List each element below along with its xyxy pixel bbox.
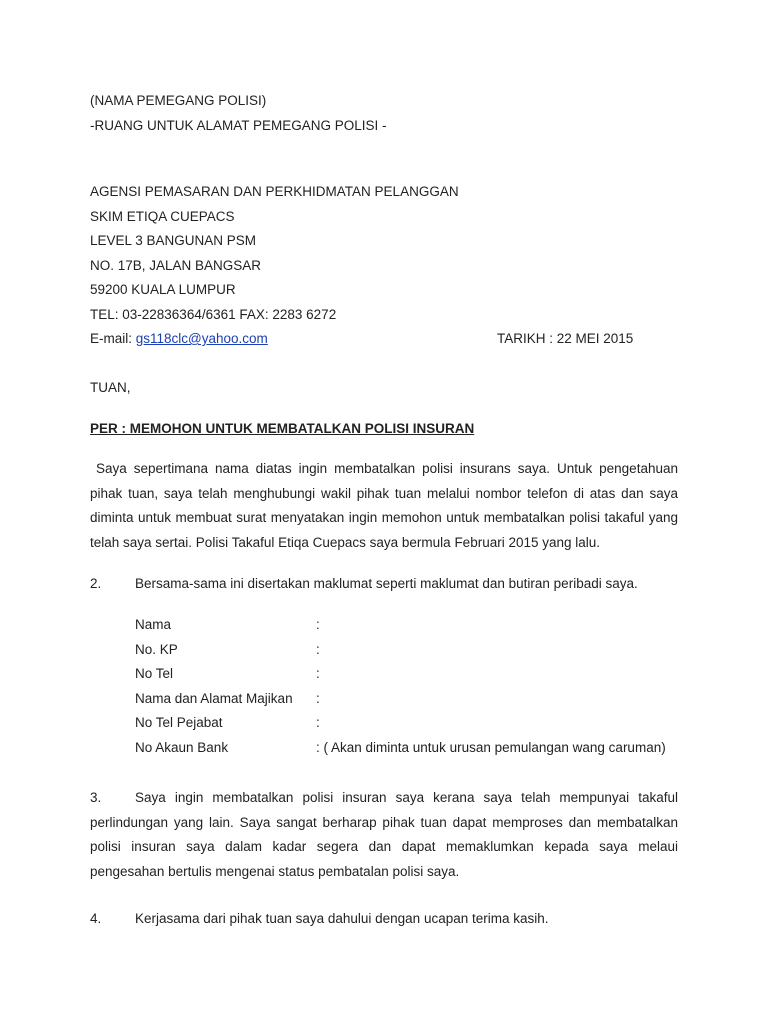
item-2-number: 2. [90,576,102,591]
field-label: No. KP [135,642,178,657]
letter-date: TARIKH : 22 MEI 2015 [497,331,634,346]
recipient-line-4: NO. 17B, JALAN BANGSAR [90,258,262,273]
field-value: : [316,642,320,657]
item-2-text: Bersama-sama ini disertakan maklumat seperti maklumat dan butiran peribadi saya. [135,576,638,591]
item-4-number: 4. [90,911,102,926]
field-row-akaun-bank [135,739,666,757]
item-2 [90,572,680,597]
paragraph-1: Saya sepertimana nama diatas ingin membatalkan polisi insurans saya. Untuk pengetahuan pihak tuan, saya telah menghubungi wakil pihak tuan melalui nombor telefon di atas dan saya diminta untuk membuat surat menyatakan ingin memohon untuk membatalkan polisi takaful yang telah saya sertai. Polisi Takaful Etiqa Cuepacs saya bermula Februari 2015 yang lalu. [90,461,678,550]
field-value: : [316,666,320,681]
field-row-majikan [135,690,320,708]
field-row-nama [135,616,320,634]
item-3 [90,786,678,884]
email-label: E-mail: [90,331,136,346]
item-3-number: 3. [90,790,102,805]
subject-line: PER : MEMOHON UNTUK MEMBATALKAN POLISI INSURAN [90,421,475,436]
item-3-text: Saya ingin membatalkan polisi insuran saya kerana saya telah mempunyai takaful perlindungan yang lain. Saya sangat berharap pihak tuan dapat memproses dan membatalkan polisi insuran saya dalam kadar segera dan dapat memaklumkan kepada saya melaui pengesahan bertulis mengenai status pembatalan polisi saya. [90,790,678,879]
field-label: No Tel Pejabat [135,715,223,730]
field-value: : [316,691,320,706]
item-4 [90,907,680,932]
field-value: : [316,617,320,632]
sender-name: (NAMA PEMEGANG POLISI) [90,93,267,108]
salutation: TUAN, [90,380,131,395]
field-label: No Tel [135,666,174,681]
field-row-no-tel [135,665,320,683]
field-label: Nama [135,617,172,632]
recipient-line-1: AGENSI PEMASARAN DAN PERKHIDMATAN PELANGGAN [90,184,459,199]
sender-address: -RUANG UNTUK ALAMAT PEMEGANG POLISI - [90,118,387,133]
field-value: : [316,715,320,730]
recipient-line-3: LEVEL 3 BANGUNAN PSM [90,233,257,248]
field-label: Nama dan Alamat Majikan [135,691,293,706]
email-line [90,330,268,348]
recipient-line-5: 59200 KUALA LUMPUR [90,282,236,297]
item-4-text: Kerjasama dari pihak tuan saya dahului dengan ucapan terima kasih. [135,911,549,926]
field-row-tel-pejabat [135,714,320,732]
email-link[interactable]: gs118clc@yahoo.com [135,331,268,346]
field-value: : ( Akan diminta untuk urusan pemulangan wang caruman) [316,740,666,755]
recipient-line-6: TEL: 03-22836364/6361 FAX: 2283 6272 [90,307,337,322]
field-row-no-kp [135,641,320,659]
recipient-line-2: SKIM ETIQA CUEPACS [90,209,235,224]
field-label: No Akaun Bank [135,740,229,755]
